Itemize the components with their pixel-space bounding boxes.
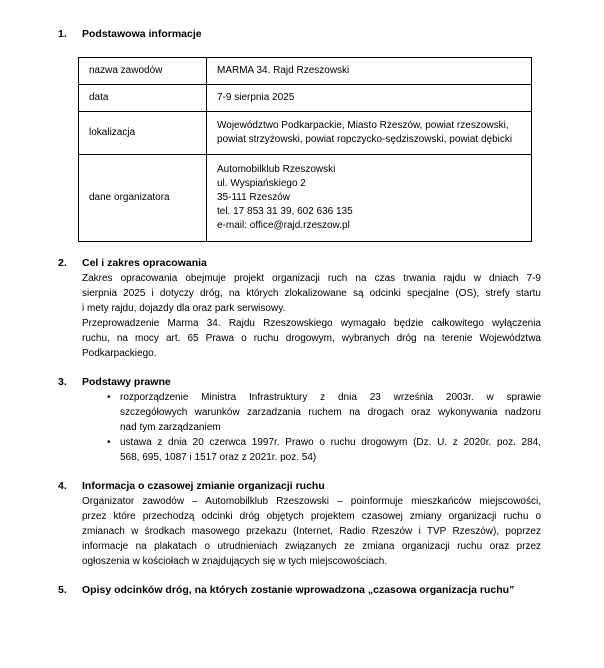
- section-basic-info: [0, 27, 604, 242]
- value-line: Województwo Podkarpackie, Miasto Rzeszów, powiat rzeszowski,: [217, 120, 509, 131]
- section-number: 3.: [58, 376, 67, 388]
- table-row: [79, 112, 532, 155]
- paragraph-line: i mety rajdu, dojazdy dla oraz park serwisowy.: [82, 303, 286, 314]
- section-title: Cel i zakres opracowania: [82, 257, 207, 269]
- section-body: [82, 271, 541, 361]
- section-number: 1.: [58, 28, 67, 40]
- table-row: [79, 85, 532, 112]
- section-body: [82, 494, 541, 569]
- paragraph-line: Zakres opracowania obejmuje projekt organizacji ruch na czas trwania rajdu w dniach 7-9: [82, 273, 541, 284]
- paragraph-line: przez które przechodzą odcinki dróg objętych projektem czasowej zmiany organizacji ruchu o: [82, 511, 541, 522]
- bullet-icon: •: [107, 437, 111, 448]
- paragraph-line: Organizator zawodów – Automobilklub Rzeszowski – poinformuje mieszkańców miejscowości,: [82, 496, 541, 507]
- section-title: Podstawy prawne: [82, 376, 171, 388]
- row-value: MARMA 34. Rajd Rzeszowski: [207, 58, 532, 85]
- paragraph-line: informacje na plakatach o utrudnieniach związanych ze zmiana organizacji ruchu oraz przez: [82, 541, 541, 552]
- organizer-city: 35-111 Rzeszów: [217, 192, 290, 203]
- organizer-name: Automobilklub Rzeszowski: [217, 164, 336, 175]
- bullet-line: szczegółowych warunków zarzadzania ruchem na drogach oraz wykonywania nadzoru: [120, 407, 541, 418]
- organizer-email: e-mail: office@rajd.rzeszow.pl: [217, 220, 350, 231]
- section-scope: [0, 256, 604, 361]
- paragraph-line: sierpnia 2025 i dotyczy dróg, na których zlokalizowane są odcinki specjalne (OS), strefy startu: [82, 288, 541, 299]
- bullet-line: nad tym zarządzaniem: [120, 422, 221, 433]
- section-heading: [0, 583, 604, 598]
- paragraph-line: ogłoszenia w kościołach w znajdujących się w tych miejscowościach.: [82, 556, 388, 567]
- section-title: Informacja o czasowej zmianie organizacji ruchu: [82, 480, 325, 492]
- bullet-line: rozporządzenie Ministra Infrastruktury z dnia 23 września 2003r. w sprawie: [120, 392, 541, 403]
- section-heading: [0, 479, 604, 494]
- section-body: [82, 390, 541, 465]
- value-line: powiat strzyżowski, powiat ropczycko-sędziszowski, powiat dębicki: [217, 134, 513, 145]
- paragraph-line: zmianach w środkach masowego przekazu (Internet, Radio Rzeszów i TVP Rzeszów), poprzez: [82, 526, 541, 537]
- table-row: [79, 58, 532, 85]
- section-number: 4.: [58, 480, 67, 492]
- event-info-table: [78, 57, 532, 242]
- section-title: Opisy odcinków dróg, na których zostanie wprowadzona „czasowa organizacja ruchu”: [82, 584, 515, 596]
- bullet-line: 568, 695, 1087 i 1517 oraz z 2021r. poz. 54): [120, 452, 317, 463]
- section-number: 2.: [58, 257, 67, 269]
- section-heading: [0, 27, 604, 42]
- row-value: [207, 112, 532, 155]
- paragraph-line: Podkarpackiego.: [82, 348, 157, 359]
- section-heading: [0, 256, 604, 271]
- section-road-descriptions: [0, 583, 604, 598]
- bullet-line: ustawa z dnia 20 czerwca 1997r. Prawo o ruchu drogowym (Dz. U. z 2020r. poz. 284,: [120, 437, 541, 448]
- bullet-icon: •: [107, 392, 111, 403]
- organizer-phone: tel. 17 853 31 39, 602 636 135: [217, 206, 353, 217]
- row-label: dane organizatora: [79, 155, 207, 242]
- list-item: [82, 435, 541, 465]
- section-legal-basis: [0, 375, 604, 465]
- bullet-text: [120, 435, 541, 465]
- row-label: data: [79, 85, 207, 112]
- row-value: 7-9 sierpnia 2025: [207, 85, 532, 112]
- bullet-text: [120, 390, 541, 435]
- list-item: [82, 390, 541, 435]
- section-traffic-change-info: [0, 479, 604, 569]
- organizer-street: ul. Wyspiańskiego 2: [217, 178, 306, 189]
- row-label: lokalizacja: [79, 112, 207, 155]
- paragraph-line: Przeprowadzenie Marma 34. Rajdu Rzeszowskiego wymagało będzie całkowitego wyłączenia: [82, 318, 541, 329]
- paragraph-line: ruchu, na mocy art. 65 Prawa o ruchu drogowym, wybranych dróg na terenie Województwa: [82, 333, 541, 344]
- row-label: nazwa zawodów: [79, 58, 207, 85]
- section-heading: [0, 375, 604, 390]
- section-title: Podstawowa informacje: [82, 28, 202, 40]
- section-number: 5.: [58, 584, 67, 596]
- row-value: [207, 155, 532, 242]
- table-row: [79, 155, 532, 242]
